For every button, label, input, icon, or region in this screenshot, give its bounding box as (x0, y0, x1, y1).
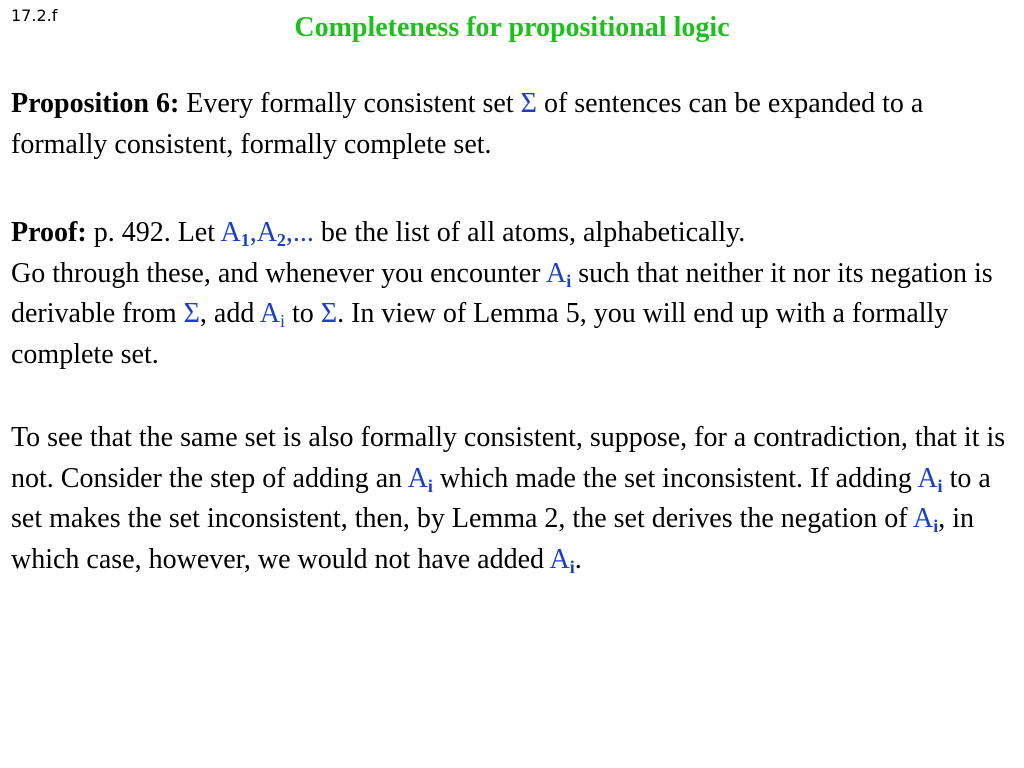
atom-ai (917, 463, 942, 494)
ellipsis: ,... (285, 217, 314, 248)
consistency-paragraph (11, 418, 1011, 580)
atom-ai (913, 503, 938, 534)
atom-ai (260, 298, 285, 329)
subscript: i (937, 475, 943, 496)
atom-ai (408, 463, 433, 494)
slide-number: 17.2.f (11, 6, 58, 25)
proposition-text-1: Every formally consistent set (179, 88, 521, 119)
proof-text-3: Go through these, and whenever you encounter (11, 257, 546, 289)
atom-symbol: A (913, 503, 934, 534)
proof-paragraph (11, 213, 1011, 375)
slide-title: Completeness for propositional logic (294, 12, 730, 43)
atom-ai (549, 544, 574, 575)
para2-text-3: to a set makes the set inconsistent, then, by Lemma 2, the set derives the negation of (11, 462, 991, 534)
proof-text-6: to (285, 298, 321, 329)
proof-text-1: p. 492. Let (86, 217, 221, 248)
atom-list (220, 217, 313, 248)
proposition-paragraph (11, 84, 1011, 165)
atom-symbol: A (549, 543, 570, 575)
atom-ai (546, 258, 571, 289)
para2-text-4: , in which case, however, we would not have added (11, 503, 975, 575)
subscript: i (566, 270, 572, 291)
proof-label: Proof: (11, 217, 87, 248)
subscript: i (569, 556, 575, 577)
para2-text-1: To see that the same set is also formally consistent, suppose, for a contradiction, that it is not. Consider the step of adding an (11, 422, 1006, 494)
sigma-symbol: Σ (183, 298, 200, 329)
proof-text-4: such that neither it nor its negation is derivable from (11, 257, 993, 329)
atom-symbol: A (407, 462, 428, 494)
comma: , (249, 217, 257, 248)
atom-symbol: A (545, 257, 567, 289)
atom-symbol: A (917, 462, 938, 494)
subscript: i (427, 475, 433, 496)
sigma-symbol: Σ (520, 88, 537, 119)
subscript: 1 (240, 230, 250, 250)
atom-symbol: A (256, 217, 277, 248)
subscript: i (280, 311, 286, 331)
para2-text-5: . (574, 543, 582, 575)
atom-symbol: A (220, 217, 241, 248)
proof-text-5: , add (199, 298, 260, 329)
sigma-symbol: Σ (320, 298, 338, 329)
para2-text-2: which made the set inconsistent. If adding (432, 462, 918, 494)
atom-symbol: A (259, 298, 281, 329)
proposition-text-2: of sentences can be expanded to a formally consistent, formally complete set. (11, 88, 924, 160)
proof-text-7: . In view of Lemma 5, you will end up with a formally complete set. (11, 298, 949, 370)
subscript: 2 (276, 230, 286, 250)
subscript: i (933, 516, 939, 536)
proof-text-2: be the list of all atoms, alphabetically. (313, 217, 746, 248)
proposition-label: Proposition 6: (11, 88, 180, 119)
